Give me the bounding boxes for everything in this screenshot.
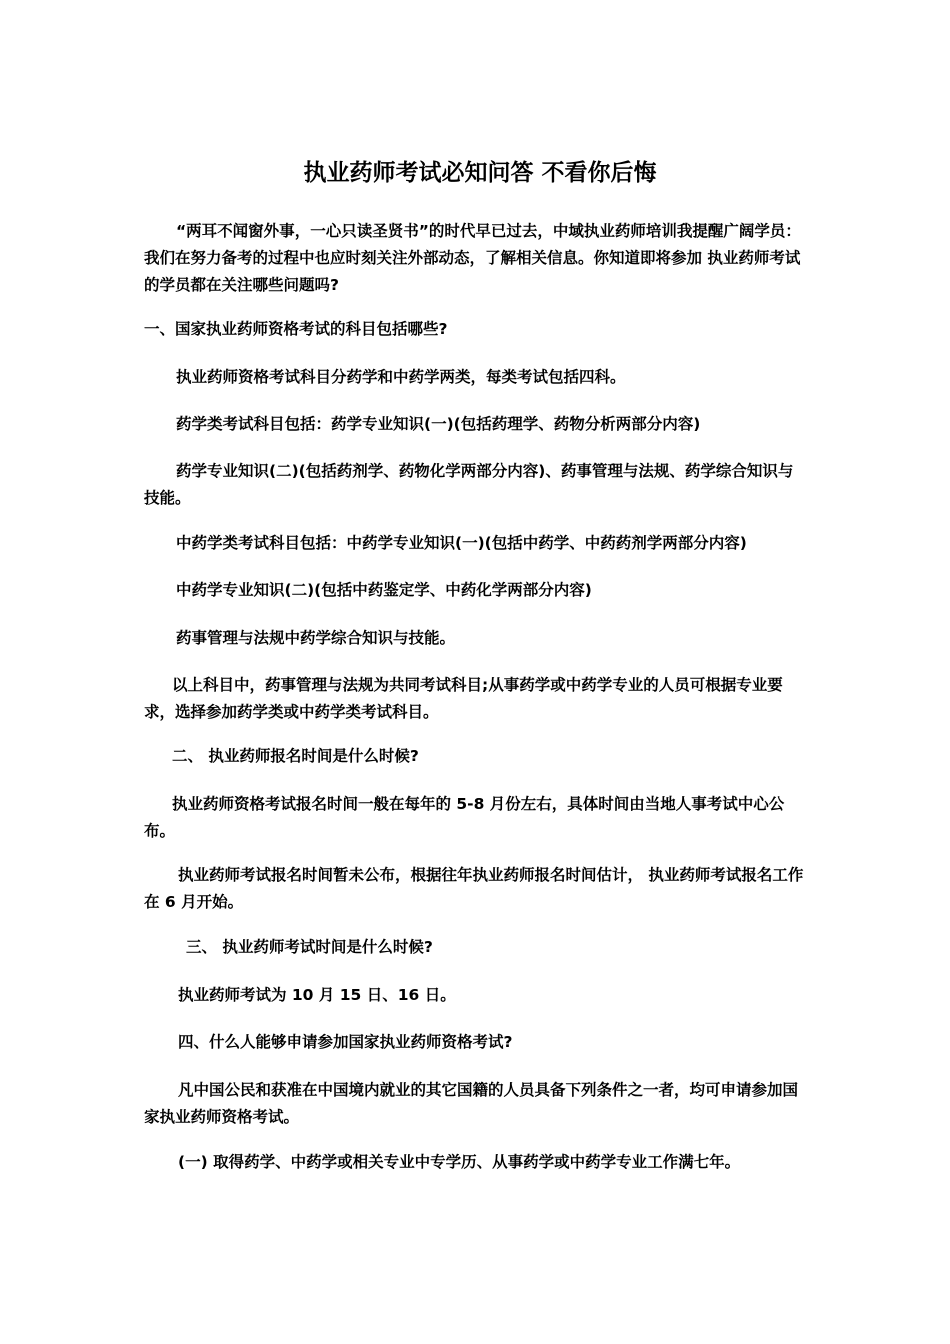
paragraph-exam-categories: 执业药师资格考试科目分药学和中药学两类，每类考试包括四科。 xyxy=(176,368,626,386)
document-title: 执业药师考试必知问答 不看你后悔 xyxy=(303,160,657,186)
paragraph-tcm-subjects-2: 中药学专业知识(二)(包括中药鉴定学、中药化学两部分内容) xyxy=(176,581,592,599)
paragraph-tcm-subjects: 中药学类考试科目包括：中药学专业知识(一)(包括中药学、中药药剂学两部分内容) xyxy=(176,534,747,552)
intro-paragraph: “两耳不闻窗外事，一心只读圣贤书”的时代早已过去，中域执业药师培训我提醒广阔学员：我们在努力备考的过程中也应时刻关注外部动态，了解相关信息。你知道即将参加 执业药师考试的学员都在关注哪些问题吗? xyxy=(144,222,801,294)
paragraph-condition-1: (一) 取得药学、中药学或相关专业中专学历、从事药学或中药学专业工作满七年。 xyxy=(178,1153,741,1171)
section-heading-2: 二、 执业药师报名时间是什么时候? xyxy=(172,747,419,765)
paragraph-pharmacy-subjects: 药学类考试科目包括：药学专业知识(一)(包括药理学、药物分析两部分内容) xyxy=(176,415,701,433)
paragraph-registration-period: 执业药师资格考试报名时间一般在每年的 5-8 月份左右，具体时间由当地人事考试中心公布。 xyxy=(144,795,785,840)
paragraph-registration-estimate: 执业药师考试报名时间暂未公布，根据往年执业药师报名时间估计， 执业药师考试报名工作在 6 月开始。 xyxy=(144,866,804,911)
paragraph-pharmacy-subjects-2: 药学专业知识(二)(包括药剂学、药物化学两部分内容)、药事管理与法规、药学综合知识与技能。 xyxy=(144,462,794,507)
section-heading-3: 三、 执业药师考试时间是什么时候? xyxy=(186,938,433,956)
paragraph-eligibility: 凡中国公民和获准在中国境内就业的其它国籍的人员具备下列条件之一者，均可申请参加国家执业药师资格考试。 xyxy=(144,1081,799,1126)
section-heading-1: 一、国家执业药师资格考试的科目包括哪些? xyxy=(144,320,448,338)
section-heading-4: 四、什么人能够申请参加国家执业药师资格考试? xyxy=(178,1033,513,1051)
paragraph-common-subject: 以上科目中，药事管理与法规为共同考试科目;从事药学或中药学专业的人员可根据专业要求，选择参加药学类或中药学类考试科目。 xyxy=(144,676,783,721)
paragraph-exam-dates: 执业药师考试为 10 月 15 日、16 日。 xyxy=(178,986,456,1004)
paragraph-tcm-subjects-3: 药事管理与法规中药学综合知识与技能。 xyxy=(176,629,456,647)
